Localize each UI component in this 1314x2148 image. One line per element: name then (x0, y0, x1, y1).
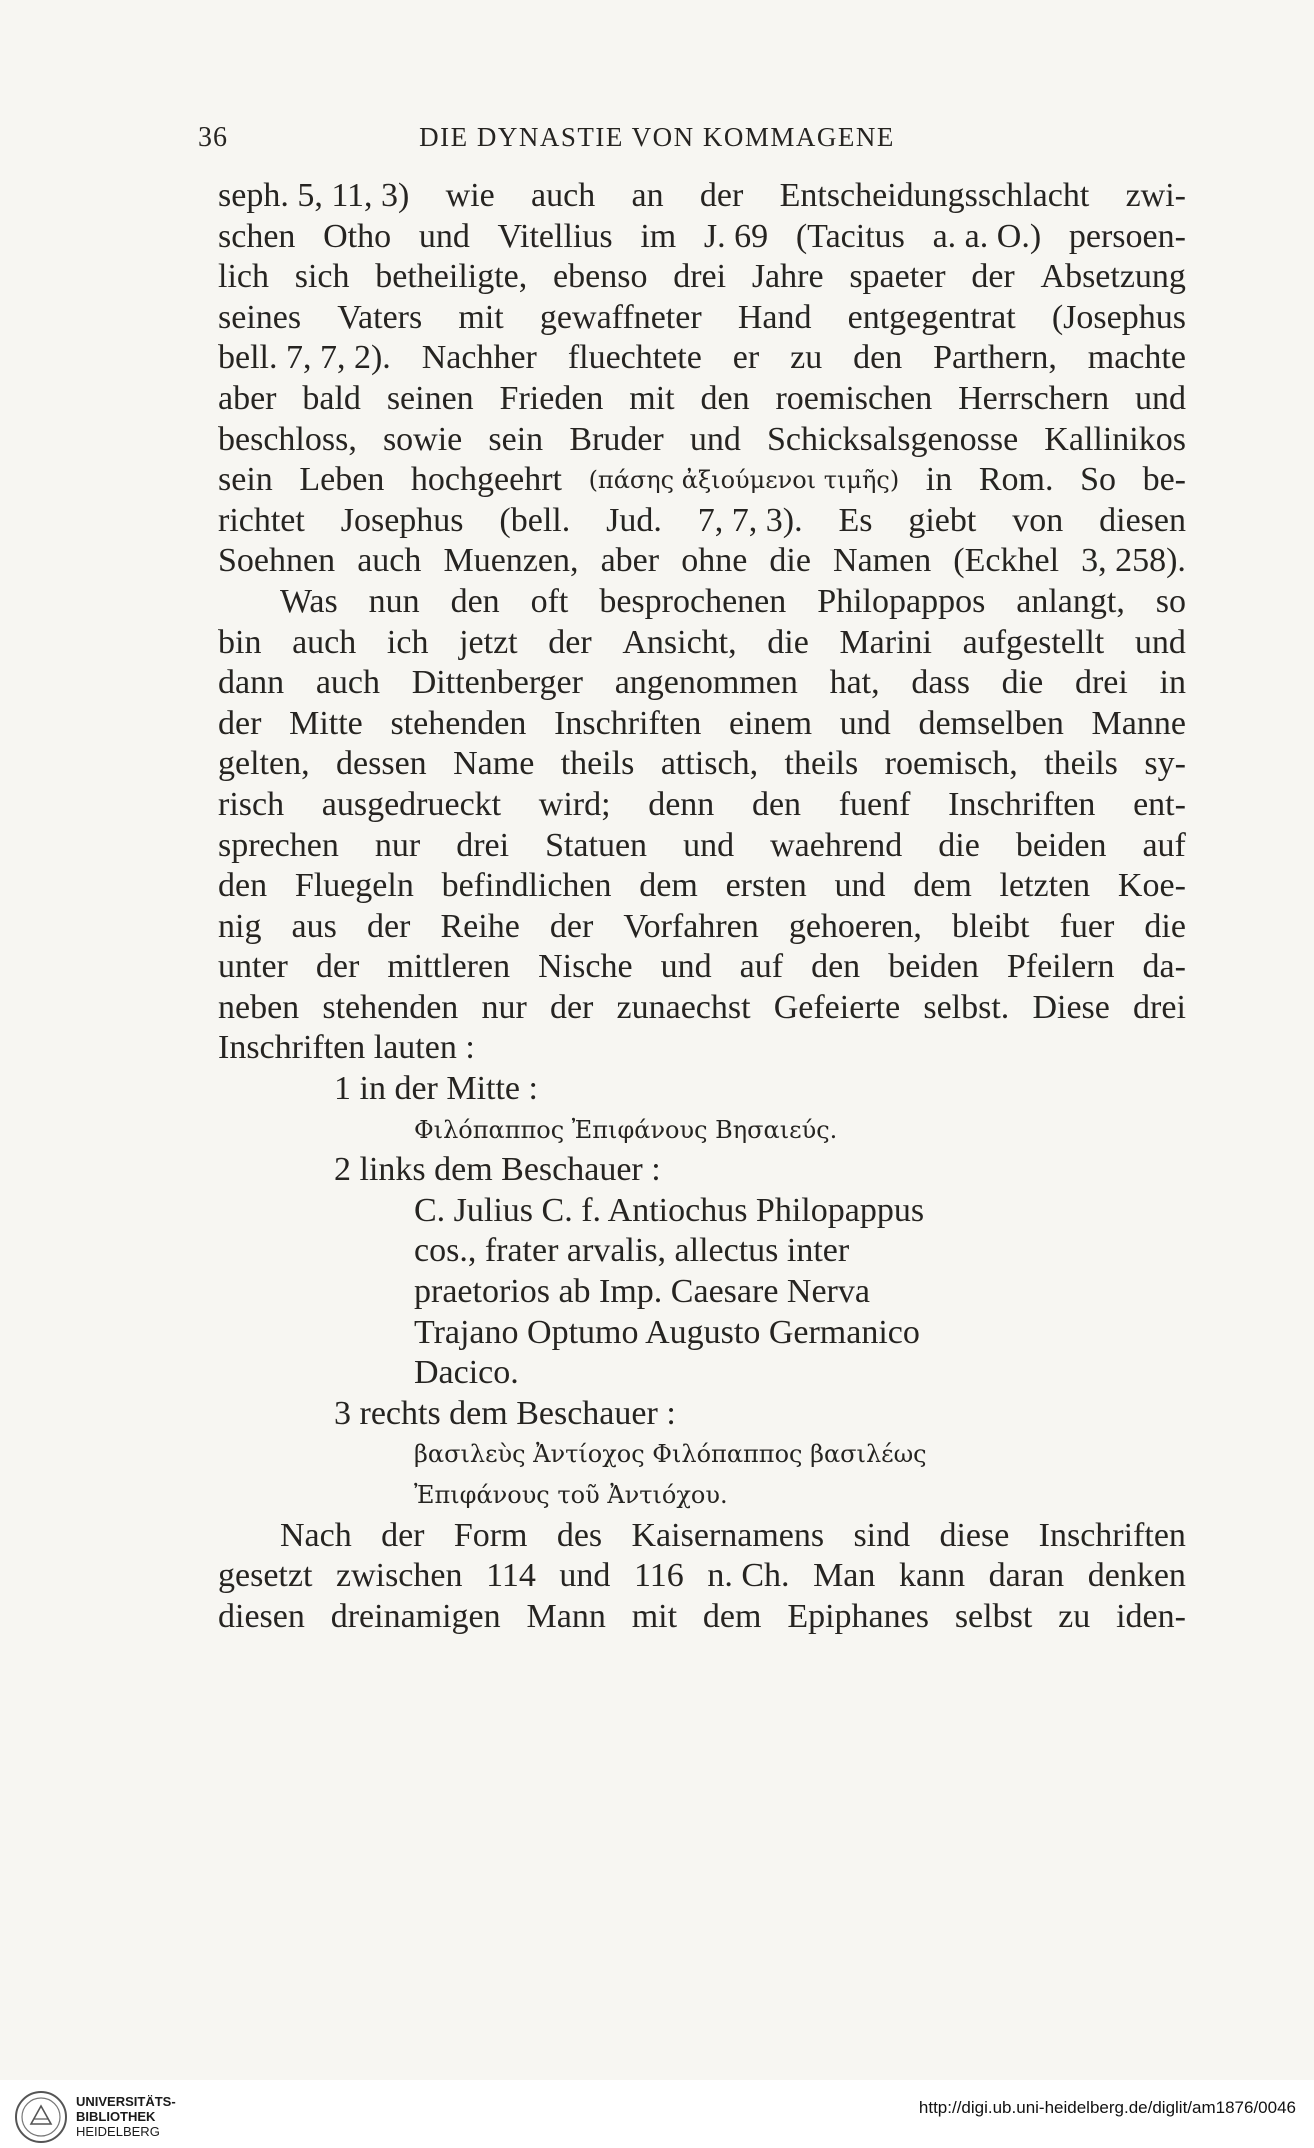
word: da- (1142, 948, 1186, 986)
word: Inschriften (948, 785, 1096, 823)
word: ersten (725, 867, 807, 905)
word: gehoeren, (788, 907, 922, 945)
inscription-2-line: cos., frater arvalis, allectus inter (414, 1232, 850, 1270)
word: denken (1087, 1557, 1186, 1595)
word: neben (218, 988, 300, 1026)
word: Inschriften (1038, 1516, 1186, 1554)
word: iden- (1116, 1597, 1186, 1635)
word: der (548, 623, 592, 661)
word: n. Ch. (707, 1557, 790, 1595)
word: Leben (299, 461, 385, 499)
body-text (218, 176, 1186, 1637)
university-seal-icon (14, 2090, 68, 2144)
word: wird; (538, 785, 611, 823)
word: sind (853, 1516, 911, 1554)
word: Name (453, 745, 535, 783)
text-line (218, 826, 1186, 867)
word: des (556, 1516, 603, 1554)
word: zunaechst (616, 988, 751, 1026)
word: bin (218, 623, 262, 661)
word: auch (292, 623, 357, 661)
word: wie (445, 177, 495, 214)
library-name: UNIVERSITÄTS- BIBLIOTHEK HEIDELBERG (76, 2094, 176, 2139)
word: der (549, 907, 594, 945)
word: Jud. (606, 501, 662, 539)
word: von (1012, 501, 1064, 539)
word: Jahre (751, 258, 824, 296)
word: nur (374, 826, 421, 864)
word: So (1080, 461, 1116, 499)
text-line (218, 217, 1186, 258)
word: der (315, 948, 360, 986)
text-line (218, 298, 1186, 339)
text-line (218, 663, 1186, 704)
word: demselben (918, 704, 1064, 742)
paragraph-3 (218, 1516, 1186, 1638)
inscription-2-line: Trajano Optumo Augusto Germanico (414, 1313, 920, 1351)
word: roemisch, (884, 745, 1018, 783)
word: nun (368, 582, 420, 620)
word: Pfeilern (1006, 948, 1115, 986)
text-line (218, 947, 1186, 988)
word: Form (453, 1516, 528, 1554)
word: Fluegeln (294, 867, 414, 905)
word: an (631, 177, 664, 214)
word: a. a. O.) (932, 217, 1042, 255)
word: zwischen (335, 1557, 463, 1595)
page-number: 36 (198, 122, 228, 153)
word: daran (988, 1557, 1065, 1595)
word: schen (218, 217, 296, 255)
word: Statuen (545, 826, 648, 864)
word: machte (1087, 339, 1186, 377)
greek-phrase: (πάσης ἀξιούμενοι τιμῆς) (588, 466, 900, 495)
word: Entscheidungsschlacht (779, 177, 1090, 214)
word: selbst. (923, 988, 1010, 1026)
word: und (1134, 623, 1186, 661)
word: be- (1142, 461, 1186, 499)
word: selbst (954, 1597, 1033, 1635)
word: Nische (538, 948, 633, 986)
word: bleibt (952, 907, 1030, 945)
word: (bell. (499, 501, 571, 539)
word: risch (218, 785, 285, 823)
word: auch (357, 542, 422, 580)
word: auf (739, 948, 784, 986)
word: zu (790, 339, 823, 377)
word: richtet (218, 501, 305, 539)
paragraph-1 (218, 176, 1186, 582)
word: seinen (386, 379, 474, 417)
word: sich (294, 258, 350, 296)
word: ent- (1133, 785, 1186, 823)
word: gelten, (218, 745, 310, 783)
word: den (700, 379, 750, 417)
word: Namen (833, 542, 932, 580)
word: Frieden (499, 379, 604, 417)
paragraph-2 (218, 582, 1186, 1029)
word: waehrend (770, 826, 903, 864)
word: fuenf (838, 785, 911, 823)
word: Was (280, 582, 338, 620)
word: Bruder (569, 420, 664, 458)
word: mit (458, 298, 504, 336)
word: sein (218, 461, 273, 499)
text-line (218, 866, 1186, 907)
word: sein (488, 420, 544, 458)
word: ausgedrueckt (321, 785, 502, 823)
word: drei (673, 258, 727, 296)
word: aus (291, 907, 337, 945)
word: und (559, 1557, 611, 1595)
text-line (218, 420, 1186, 461)
inscription-2-line: Dacico. (414, 1354, 519, 1392)
word: aber (600, 542, 660, 580)
word: Dittenberger (411, 664, 583, 702)
word: dessen (336, 745, 427, 783)
text-line (218, 379, 1186, 420)
word: nur (481, 988, 527, 1026)
word: Otho (323, 217, 392, 255)
word: Marini (839, 623, 932, 661)
word: bell. 7, 7, 2). (218, 339, 391, 377)
word: drei (456, 826, 510, 864)
word: Nachher (421, 339, 537, 377)
paragraph-2-last-line: Inschriften lauten : (218, 1029, 475, 1067)
word: beiden (888, 948, 979, 986)
word: Soehnen (218, 542, 336, 580)
word: Kaisernamens (631, 1516, 825, 1554)
word: Epiphanes (787, 1597, 929, 1635)
word: drei (1074, 664, 1128, 702)
word: Es (838, 501, 873, 539)
word: dem (913, 867, 972, 905)
word: und (689, 420, 741, 458)
word: und (660, 948, 712, 986)
word: 7, 7, 3). (697, 501, 803, 539)
text-line (218, 460, 1186, 501)
word: mit (631, 1597, 678, 1635)
word: er (732, 339, 760, 377)
inscription-3-label: 3 rechts dem Beschauer : (334, 1394, 676, 1432)
word: theils (560, 745, 635, 783)
word: Josephus (340, 501, 464, 539)
word: stehenden (322, 988, 459, 1026)
text-line (218, 623, 1186, 664)
word: auf (1142, 826, 1186, 864)
word: diesen (218, 1597, 305, 1635)
word: Nach (280, 1516, 352, 1554)
word: fluechtete (567, 339, 702, 377)
word: Hand (737, 298, 812, 336)
word: Absetzung (1040, 258, 1186, 296)
word: der (381, 1516, 425, 1554)
word: (Josephus (1051, 298, 1186, 336)
word: die (769, 542, 811, 580)
text-line (218, 988, 1186, 1029)
inscription-1-text: Φιλόπαππος Ἐπιφάνους Βησαιεύς. (414, 1115, 838, 1144)
word: zu (1058, 1597, 1091, 1635)
text-line (218, 1516, 1186, 1557)
word: Vaters (337, 298, 423, 336)
word: der (218, 704, 262, 742)
word: den (218, 867, 268, 905)
word: Man (813, 1557, 876, 1595)
word: fuer (1059, 907, 1115, 945)
word: 3, 258). (1081, 542, 1186, 580)
text-line (218, 1556, 1186, 1597)
text-line (218, 704, 1186, 745)
word: stehenden (390, 704, 527, 742)
word: Muenzen, (443, 542, 579, 580)
text-line (218, 257, 1186, 298)
word: Vorfahren (623, 907, 759, 945)
inscription-1-label: 1 in der Mitte : (334, 1070, 538, 1108)
word: roemischen (775, 379, 933, 417)
word: spaeter (849, 258, 946, 296)
word: so (1155, 582, 1186, 620)
word: den (853, 339, 903, 377)
word: und (418, 217, 470, 255)
word: hat, (829, 664, 880, 702)
word: attisch, (660, 745, 759, 783)
word: nig (218, 907, 262, 945)
word: Gefeierte (773, 988, 901, 1026)
word: J. 69 (703, 217, 769, 255)
word: dem (702, 1597, 762, 1635)
word: der (549, 988, 594, 1026)
word: sprechen (218, 826, 339, 864)
word: die (938, 826, 980, 864)
word: dass (911, 664, 970, 702)
word: in (1159, 664, 1186, 702)
word: und (1134, 379, 1186, 417)
word: den (450, 582, 500, 620)
page-header (0, 122, 1314, 166)
word: und (683, 826, 735, 864)
word: seph. 5, 11, 3) (218, 177, 410, 214)
text-line (218, 1597, 1186, 1638)
word: beschloss, (218, 420, 357, 458)
word: die (767, 623, 809, 661)
word: aufgestellt (962, 623, 1105, 661)
word: mittleren (387, 948, 511, 986)
word: Vitellius (497, 217, 613, 255)
word: persoen- (1068, 217, 1186, 255)
word: besprochenen (599, 582, 787, 620)
text-line (218, 176, 1186, 217)
word: der (366, 907, 411, 945)
word: Parthern, (933, 339, 1057, 377)
word: hochgeehrt (410, 461, 562, 499)
text-line (218, 338, 1186, 379)
word: Diese (1032, 988, 1110, 1026)
word: lich (218, 258, 269, 296)
word: gesetzt (218, 1557, 313, 1595)
word: giebt (908, 501, 977, 539)
inscription-3-line: βασιλεὺς Ἀντίοχος Φιλόπαππος βασιλέως (414, 1440, 927, 1469)
word: zwi- (1125, 177, 1186, 214)
word: die (1001, 664, 1044, 702)
word: Rom. (978, 461, 1054, 499)
word: letzten (999, 867, 1091, 905)
word: 114 (486, 1557, 536, 1595)
word: sy- (1144, 745, 1186, 783)
text-line (218, 907, 1186, 948)
word: 116 (633, 1557, 684, 1595)
word: Schicksalsgenosse (766, 420, 1019, 458)
word: und (834, 867, 886, 905)
word: und (839, 704, 891, 742)
word: anlangt, (1016, 582, 1125, 620)
word: einem (729, 704, 813, 742)
word: betheiligte, (375, 258, 528, 296)
word: ohne (681, 542, 748, 580)
word: Manne (1091, 704, 1186, 742)
inscription-3-line: Ἐπιφάνους τοῦ Ἀντιόχου. (414, 1481, 728, 1509)
word: kann (898, 1557, 966, 1595)
inscription-2-label: 2 links dem Beschauer : (334, 1151, 661, 1189)
word: Koe- (1117, 867, 1186, 905)
text-line (218, 501, 1186, 542)
word: aber (218, 379, 277, 417)
word: ich (386, 623, 429, 661)
inscription-2-line: praetorios ab Imp. Caesare Nerva (414, 1273, 870, 1311)
source-url[interactable]: http://digi.ub.uni-heidelberg.de/diglit/am1876/0046 (918, 2098, 1296, 2117)
word: unter (218, 948, 288, 986)
word: gewaffneter (539, 298, 702, 336)
word: entgegentrat (847, 298, 1016, 336)
word: drei (1133, 988, 1186, 1026)
word: auch (531, 177, 596, 214)
word: diese (939, 1516, 1010, 1554)
text-line (218, 541, 1186, 582)
word: (Eckhel (953, 542, 1060, 580)
word: jetzt (459, 623, 518, 661)
word: theils (784, 745, 859, 783)
word: der (699, 177, 744, 214)
word: theils (1044, 745, 1118, 783)
running-head: DIE DYNASTIE VON KOMMAGENE (419, 122, 895, 152)
word: im (640, 217, 677, 255)
word: seines (218, 298, 302, 336)
word: Kallinikos (1044, 420, 1186, 458)
footer (0, 2080, 1314, 2148)
text-line (218, 785, 1186, 826)
word: Philopappos (817, 582, 986, 620)
word: sowie (382, 420, 463, 458)
word: Reihe (440, 907, 520, 945)
word: die (1144, 907, 1186, 945)
word: oft (530, 582, 569, 620)
word: in (925, 461, 953, 499)
word: befindlichen (441, 867, 612, 905)
word: Ansicht, (622, 623, 737, 661)
word: Inschriften (554, 704, 702, 742)
word: denn (648, 785, 715, 823)
word: den (811, 948, 861, 986)
word: angenommen (614, 664, 798, 702)
word: den (751, 785, 802, 823)
word: dem (639, 867, 698, 905)
text-line (218, 582, 1186, 623)
word: diesen (1099, 501, 1186, 539)
word: ebenso (553, 258, 648, 296)
word: auch (315, 664, 381, 702)
word: dann (218, 664, 285, 702)
inscription-2-line: C. Julius C. f. Antiochus Philopappus (414, 1191, 925, 1229)
word: (Tacitus (795, 217, 905, 255)
text-line (218, 744, 1186, 785)
word: dreinamigen (330, 1597, 501, 1635)
word: Mann (526, 1597, 606, 1635)
word: bald (302, 379, 361, 417)
word: Mitte (289, 704, 363, 742)
word: beiden (1015, 826, 1107, 864)
word: mit (629, 379, 675, 417)
word: Herrschern (958, 379, 1110, 417)
word: der (971, 258, 1015, 296)
